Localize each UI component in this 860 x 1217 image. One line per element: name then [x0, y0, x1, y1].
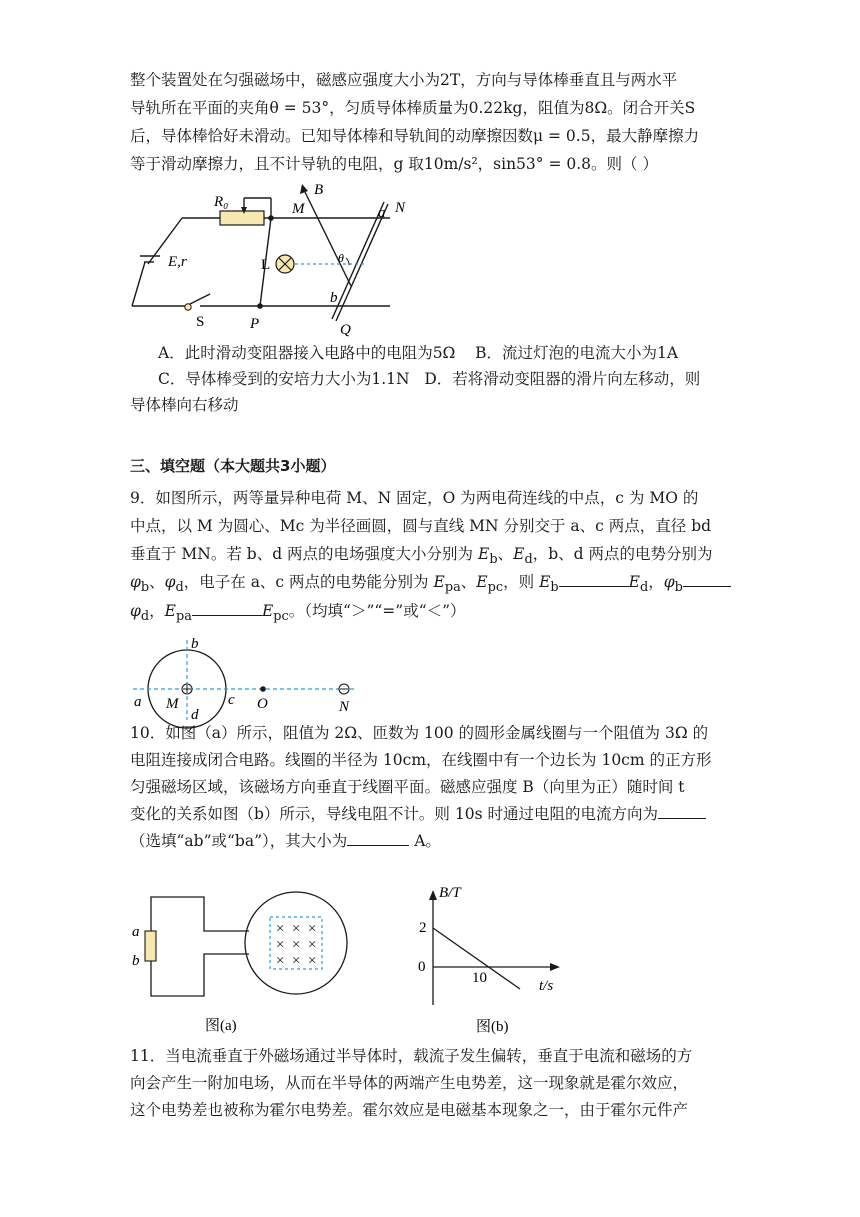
label-m: M	[292, 201, 305, 217]
fig-a-label-a: a	[132, 924, 140, 940]
q9-line-4: $\varphi_b$、$\varphi_d$，电子在 a、c 两点的电势能分别为 $E_{pa}$、$E_{pc}$，则 $E_b$ $E_d$，$\varphi_b$	[130, 571, 731, 599]
label-lamp: L	[261, 257, 271, 273]
q9-blank-2[interactable]	[683, 572, 731, 587]
section-3-title: 三、填空题（本大题共3小题）	[130, 457, 336, 475]
q9-label-m: M	[166, 696, 179, 712]
q9-label-b: b	[191, 636, 199, 652]
q9-label-c: c	[228, 692, 235, 708]
svg-text:×: ×	[292, 937, 301, 953]
fig-b-tick-x: 10	[472, 970, 487, 986]
q8-option-d-cont: 导体棒向右移动	[130, 396, 239, 414]
q8-option-a: A．此时滑动变阻器接入电路中的电阻为5Ω B．流过灯泡的电流大小为1A	[158, 344, 679, 362]
q9-line-3: 垂直于 MN。若 b、d 两点的电场强度大小分别为 $E_b$、$E_d$，b、d 两点的电势分别为	[130, 545, 713, 568]
svg-text:×: ×	[292, 953, 301, 969]
label-r0: R₀	[214, 194, 229, 210]
svg-text:×: ×	[308, 921, 317, 937]
q9-label-n: N	[339, 699, 350, 715]
label-a: a	[378, 205, 386, 221]
label-q: Q	[340, 322, 351, 338]
q9-line-5: $\varphi_d$，$E_{pa}$ $E_{pc}$。（均填“＞”“=”或“＜”）	[130, 602, 466, 625]
q9-label-d: d	[191, 707, 199, 723]
fig-b-origin: 0	[418, 959, 426, 975]
q10-line-2: 电阻连接成闭合电路。线圈的半径为 10cm，在线圈中有一个边长为 10cm 的正方形	[130, 751, 712, 769]
lamp-icon	[276, 255, 294, 273]
svg-text:×: ×	[308, 937, 317, 953]
field-b-arrow-icon	[300, 184, 308, 194]
q9-blank-1[interactable]	[559, 572, 629, 587]
q11-line-1: 11．当电流垂直于外磁场通过半导体时，载流子发生偏转，垂直于电流和磁场的方	[130, 1047, 693, 1065]
resistor-icon	[145, 931, 156, 961]
svg-text:×: ×	[276, 937, 285, 953]
q8-circuit-figure	[120, 176, 420, 336]
label-switch: S	[196, 314, 205, 330]
q10-figure-b-graph	[408, 878, 563, 1038]
q10-blank-magnitude[interactable]	[347, 831, 409, 846]
positive-charge-icon	[182, 684, 192, 694]
q9-line-2: 中点，以 M 为圆心、Mc 为半径画圆，圆与直线 MN 分别交于 a、c 两点，直径 bd	[130, 517, 712, 535]
fig-a-label-b: b	[132, 953, 140, 969]
q8-line-1: 整个装置处在匀强磁场中，磁感应强度大小为2T，方向与导体棒垂直且与两水平	[130, 71, 678, 89]
label-theta: θ	[338, 251, 344, 265]
q11-line-2: 向会产生一附加电场，从而在半导体的两端产生电势差，这一现象就是霍尔效应，	[130, 1074, 689, 1092]
svg-text:×: ×	[292, 921, 301, 937]
q8-option-d: D．若将滑动变阻器的滑片向左移动，则	[424, 370, 701, 388]
q11-line-3: 这个电势差也被称为霍尔电势差。霍尔效应是电磁基本现象之一，由于霍尔元件产	[130, 1101, 689, 1119]
x-axis-arrow-icon	[550, 963, 560, 971]
q8-line-3: 后，导体棒恰好未滑动。已知导体棒和导轨间的动摩擦因数μ = 0.5，最大静摩擦力	[130, 127, 700, 145]
label-b: b	[330, 290, 338, 306]
q9-label-a: a	[134, 694, 142, 710]
fig-b-ylabel: B/T	[439, 885, 461, 901]
label-n: N	[395, 200, 406, 216]
q10-blank-direction[interactable]	[658, 804, 706, 819]
q8-option-c: C．导体棒受到的安培力大小为1.1N D．若将滑动变阻器的滑片向左移动，则	[158, 370, 701, 388]
q10-line-1: 10．如图（a）所示，阻值为 2Ω、匝数为 100 的圆形金属线圈与一个阻值为 3Ω 的	[130, 724, 709, 742]
q9-line-1: 9．如图所示，两等量异种电荷 M、N 固定，O 为两电荷连线的中点，c 为 MO 的	[130, 489, 699, 507]
y-axis-arrow-icon	[429, 890, 437, 900]
q10-figure-a	[125, 877, 360, 1037]
svg-text:×: ×	[276, 921, 285, 937]
rheostat-r0	[220, 211, 264, 225]
fig-a-caption: 图(a)	[205, 1018, 237, 1034]
label-field-b: B	[314, 182, 324, 198]
fig-b-xlabel: t/s	[539, 978, 554, 994]
svg-text:×: ×	[308, 953, 317, 969]
q10-line-3: 匀强磁场区域，该磁场方向垂直于线圈平面。磁感应强度 B（向里为正）随时间 t	[130, 778, 685, 796]
q10-line-4: 变化的关系如图（b）所示，导线电阻不计。则 10s 时通过电阻的电流方向为	[130, 803, 706, 825]
q9-charges-figure	[125, 632, 375, 723]
q8-line-4: 等于滑动摩擦力，且不计导轨的电阻，g 取10m/s²，sin53° = 0.8。则（ ）	[130, 155, 658, 173]
q9-blank-3[interactable]	[192, 601, 262, 616]
q8-line-2: 导轨所在平面的夹角θ = 53°，匀质导体棒质量为0.22kg，阻值为8Ω。闭合开关S	[130, 99, 696, 117]
magnetic-field-crosses	[276, 921, 316, 969]
q8-option-b: B．流过灯泡的电流大小为1A	[475, 344, 679, 362]
fig-b-tick-y: 2	[419, 920, 427, 936]
fig-b-caption: 图(b)	[476, 1019, 509, 1035]
q9-label-o: O	[257, 696, 268, 712]
negative-charge-icon	[339, 684, 349, 694]
q10-line-5: （选填“ab”或“ba”），其大小为 A。	[130, 832, 441, 850]
label-emf: E,r	[168, 254, 187, 270]
label-p: P	[250, 316, 260, 332]
svg-text:×: ×	[276, 953, 285, 969]
